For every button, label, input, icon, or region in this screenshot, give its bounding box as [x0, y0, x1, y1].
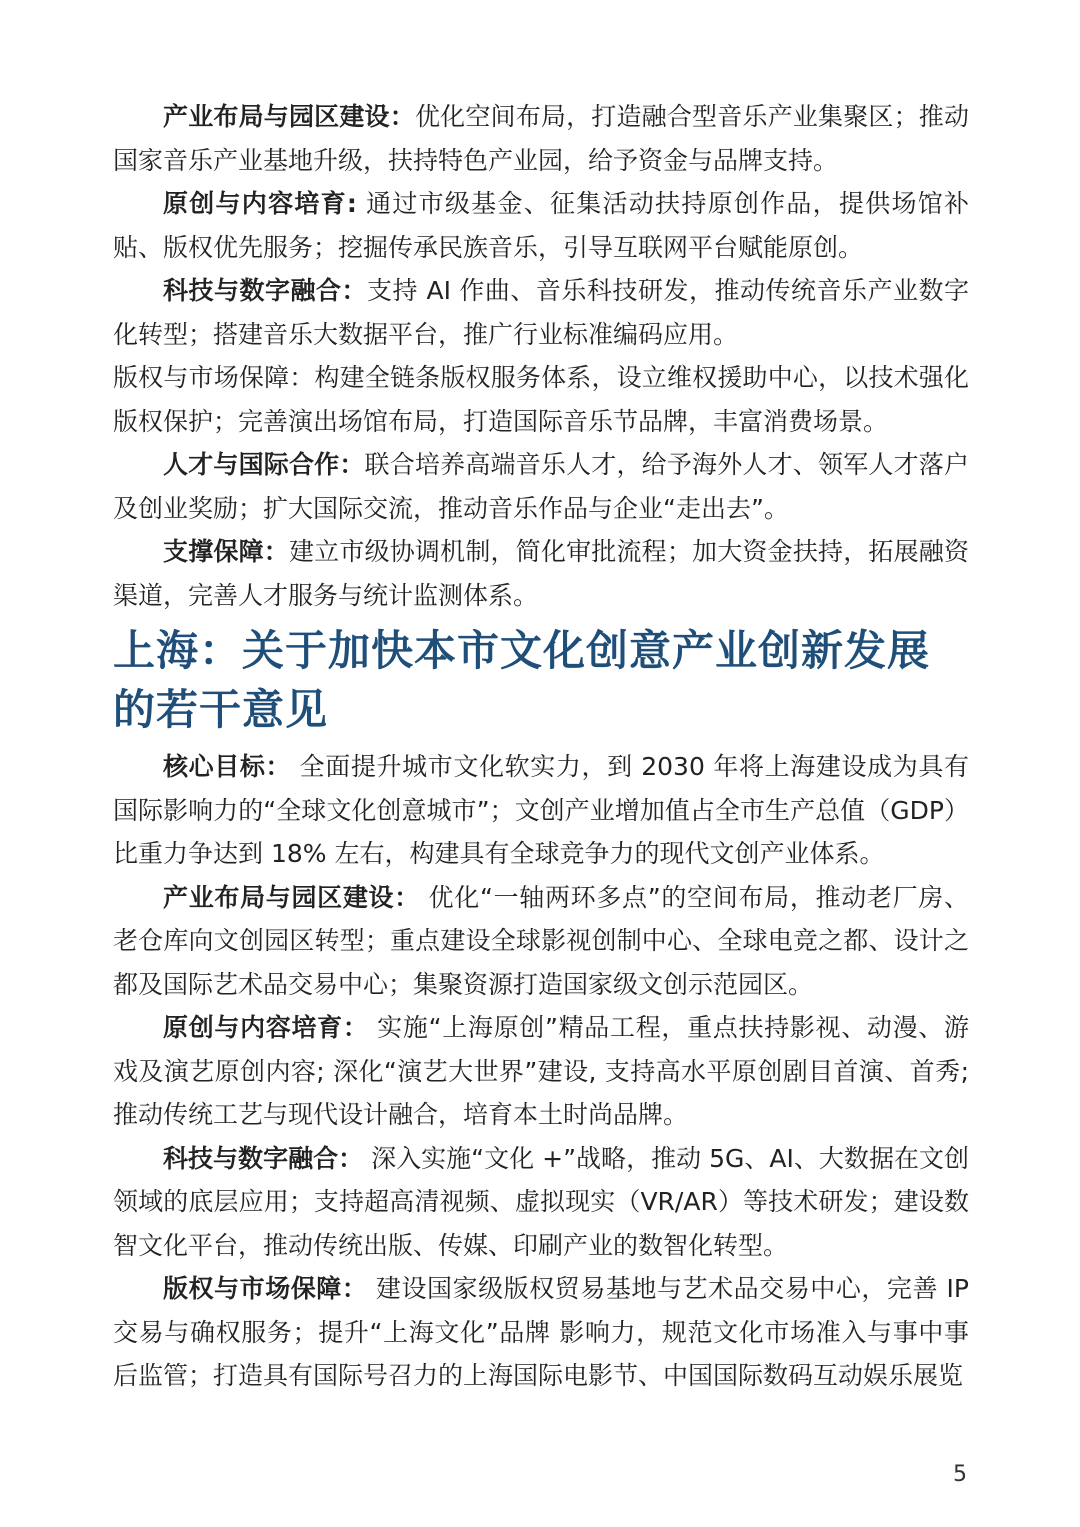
paragraph-text: 全面提升城市文化软实力，到 2030 年将上海建设成为具有国际影响力的“全球文化创意城市”；文创产业增加值占全市生产总值（GDP）比重力争达到 18% 左右，构建具有全球竞争力的现代文创产业体系。 — [113, 752, 969, 868]
paragraph-copyright-market — [113, 1267, 969, 1398]
paragraph-copyright-market — [113, 356, 969, 443]
paragraph-core-goal — [113, 745, 969, 876]
section-title: 上海：关于加快本市文化创意产业创新发展的若干意见 — [113, 626, 931, 734]
paragraph-lead: 核心目标： — [163, 752, 292, 781]
paragraph-lead: 科技与数字融合： — [163, 1143, 364, 1173]
paragraph-lead: 产业布局与园区建设： — [163, 882, 420, 912]
paragraph-text: 支持 AI 作曲、音乐科技研发，推动传统音乐产业数字化转型；搭建音乐大数据平台，推广行业标准编码应用。 — [113, 276, 969, 349]
document-body — [113, 95, 969, 1398]
paragraph-tech-digital — [113, 269, 969, 356]
paragraph-industry-layout — [113, 95, 969, 182]
paragraph-talent-international — [113, 443, 969, 530]
paragraph-text: 建设国家级版权贸易基地与艺术品交易中心，完善 IP 交易与确权服务；提升“上海文化”品牌 影响力，规范文化市场准入与事中事后监管；打造具有国际号召力的上海国际电影节、中国国际数码互动娱乐展览 — [113, 1274, 969, 1390]
paragraph-original-content — [113, 182, 969, 269]
paragraph-original-content — [113, 1006, 969, 1137]
paragraph-text: 联合培养高端音乐人才，给予海外人才、领军人才落户及创业奖励；扩大国际交流，推动音乐作品与企业“走出去”。 — [113, 450, 969, 523]
paragraph-text: 优化空间布局，打造融合型音乐产业集聚区；推动国家音乐产业基地升级，扶持特色产业园，给予资金与品牌支持。 — [113, 102, 969, 175]
paragraph-lead: 支撑保障： — [163, 537, 289, 566]
paragraph-text: 深入实施“文化 +”战略，推动 5G、AI、大数据在文创领域的底层应用；支持超高清视频、虚拟现实（VR/AR）等技术研发；建设数智文化平台，推动传统出版、传媒、印刷产业的数智化转型。 — [113, 1143, 969, 1260]
paragraph-lead: 科技与数字融合： — [163, 276, 368, 305]
paragraph-text: 通过市级基金、征集活动扶持原创作品，提供场馆补贴、版权优先服务；挖掘传承民族音乐，引导互联网平台赋能原创。 — [113, 189, 970, 262]
paragraph-lead: 版权与市场保障： — [163, 1274, 368, 1303]
paragraph-text: 版权与市场保障：构建全链条版权服务体系，设立维权援助中心，以技术强化版权保护；完善演出场馆布局，打造国际音乐节品牌，丰富消费场景。 — [113, 363, 969, 436]
paragraph-industry-layout — [113, 876, 969, 1007]
paragraph-lead: 原创与内容培育: — [163, 189, 357, 218]
paragraph-lead: 产业布局与园区建设： — [163, 102, 415, 131]
paragraph-text: 实施“上海原创”精品工程，重点扶持影视、动漫、游戏及演艺原创内容; 深化“演艺大世界”建设, 支持高水平原创剧目首演、首秀; 推动传统工艺与现代设计融合，培育本土时尚品牌。 — [113, 1013, 969, 1129]
paragraph-lead: 人才与国际合作： — [163, 450, 365, 479]
paragraph-support — [113, 530, 969, 617]
paragraph-tech-digital — [113, 1137, 969, 1268]
paragraph-text: 优化“一轴两环多点”的空间布局，推动老厂房、老仓库向文创园区转型；重点建设全球影视创制中心、全球电竞之都、设计之都及国际艺术品交易中心；集聚资源打造国家级文创示范园区。 — [113, 882, 969, 999]
paragraph-text: 建立市级协调机制，简化审批流程；加大资金扶持，拓展融资渠道，完善人才服务与统计监测体系。 — [113, 537, 969, 610]
paragraph-lead: 原创与内容培育： — [163, 1013, 369, 1042]
page-number: 5 — [953, 1462, 967, 1487]
